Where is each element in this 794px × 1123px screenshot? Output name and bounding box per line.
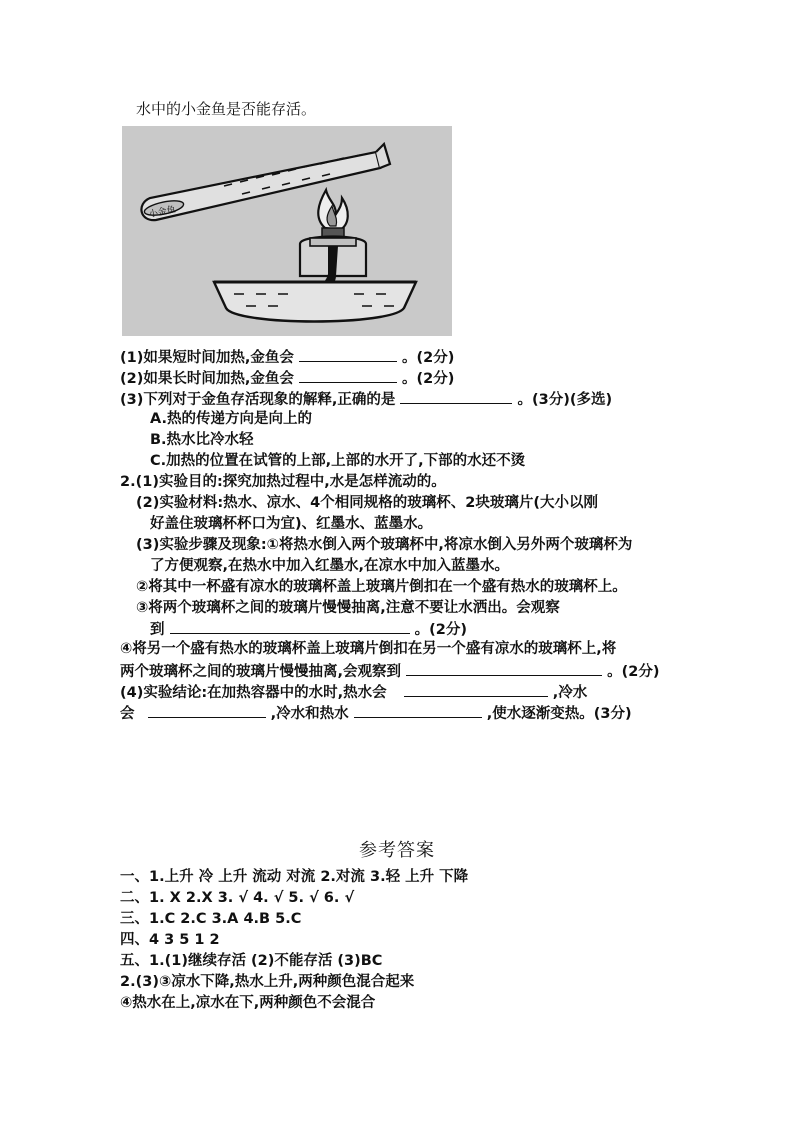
answer-key-title: 参考答案 xyxy=(359,840,435,861)
step-4: ④将另一个盛有热水的玻璃杯盖上玻璃片倒扣在另一个盛有凉水的玻璃杯上,将 xyxy=(120,641,617,657)
question-2-4: (4)实验结论:在加热容器中的水时,热水会 ,冷水 xyxy=(120,682,587,702)
question-1-1: (1)如果短时间加热,金鱼会 。(2分) xyxy=(120,347,454,367)
answer-blank[interactable] xyxy=(170,619,410,634)
question-2-1: 2.(1)实验目的:探究加热过程中,水是怎样流动的。 xyxy=(120,474,446,490)
answer-blank[interactable] xyxy=(354,703,482,718)
question-intro: 水中的小金鱼是否能存活。 xyxy=(136,100,317,118)
answer-blank[interactable] xyxy=(299,368,397,383)
test-tube-heating-diagram xyxy=(122,126,452,336)
question-2-2: (2)实验材料:热水、凉水、4个相同规格的玻璃杯、2块玻璃片(大小以刚 xyxy=(136,495,598,511)
question-2-3: (3)实验步骤及现象:①将热水倒入两个玻璃杯中,将凉水倒入另外两个玻璃杯为 xyxy=(136,537,633,553)
answer-line-1: 一、1.上升 冷 上升 流动 对流 2.对流 3.轻 上升 下降 xyxy=(120,869,469,885)
question-1-3: (3)下列对于金鱼存活现象的解释,正确的是 。(3分)(多选) xyxy=(120,389,612,409)
step-4-blank-line: 两个玻璃杯之间的玻璃片慢慢抽离,会观察到 。(2分) xyxy=(120,661,659,681)
answer-blank[interactable] xyxy=(404,682,548,697)
option-c: C.加热的位置在试管的上部,上部的水开了,下部的水还不烫 xyxy=(150,453,526,469)
step-3-blank-line: 到 。(2分) xyxy=(150,619,467,639)
question-2-4-cont: 会 ,冷水和热水 ,使水逐渐变热。(3分) xyxy=(120,703,632,723)
question-1-2: (2)如果长时间加热,金鱼会 。(2分) xyxy=(120,368,454,388)
option-b: B.热水比冷水轻 xyxy=(150,432,254,448)
answer-blank[interactable] xyxy=(299,347,397,362)
answer-blank[interactable] xyxy=(400,389,512,404)
answer-line-3: 三、1.C 2.C 3.A 4.B 5.C xyxy=(120,911,302,927)
question-2-2-cont: 好盖住玻璃杯杯口为宜)、红墨水、蓝墨水。 xyxy=(150,516,433,532)
answer-line-7: ④热水在上,凉水在下,两种颜色不会混合 xyxy=(120,995,376,1011)
answer-line-4: 四、4 3 5 1 2 xyxy=(120,932,220,948)
experiment-figure xyxy=(122,126,452,336)
step-3: ③将两个玻璃杯之间的玻璃片慢慢抽离,注意不要让水洒出。会观察 xyxy=(136,600,560,616)
fish-label: 小金鱼 xyxy=(148,204,177,221)
question-2-3-cont: 了方便观察,在热水中加入红墨水,在凉水中加入蓝墨水。 xyxy=(150,558,510,574)
answer-line-6: 2.(3)③凉水下降,热水上升,两种颜色混合起来 xyxy=(120,974,415,990)
answer-blank[interactable] xyxy=(148,703,266,718)
step-2: ②将其中一杯盛有凉水的玻璃杯盖上玻璃片倒扣在一个盛有热水的玻璃杯上。 xyxy=(136,579,627,595)
option-a: A.热的传递方向是向上的 xyxy=(150,411,312,427)
answer-line-2: 二、1. X 2.X 3. √ 4. √ 5. √ 6. √ xyxy=(120,890,355,906)
answer-blank[interactable] xyxy=(406,661,602,676)
answer-line-5: 五、1.(1)继续存活 (2)不能存活 (3)BC xyxy=(120,953,383,969)
